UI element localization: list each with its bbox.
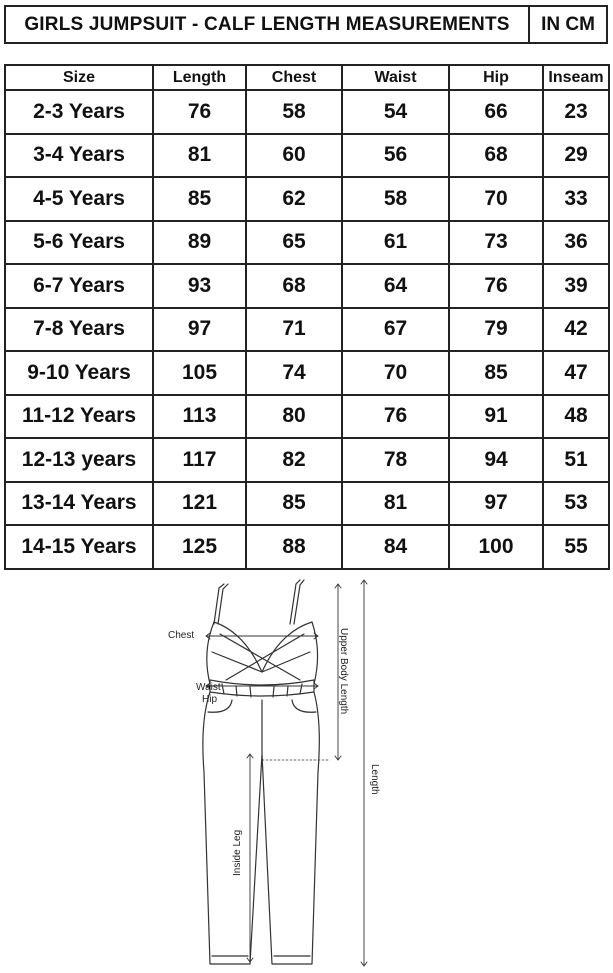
cell-length: 113 [153,395,246,439]
cell-hip: 66 [449,90,543,134]
col-header-length: Length [153,65,246,90]
neckline [214,622,312,672]
cell-hip: 68 [449,134,543,178]
cell-inseam: 53 [543,482,609,526]
cell-length: 105 [153,351,246,395]
cell-hip: 73 [449,221,543,265]
cell-waist: 67 [342,308,449,352]
cell-inseam: 36 [543,221,609,265]
cell-chest: 71 [246,308,342,352]
waist-label: Waist [196,682,221,693]
cell-inseam: 51 [543,438,609,482]
page-title: GIRLS JUMPSUIT - CALF LENGTH MEASUREMENTS [24,13,510,35]
upper-body-length-label: Upper Body Length [338,628,349,715]
cell-hip: 97 [449,482,543,526]
cell-hip: 100 [449,525,543,569]
waistband-bottom [210,692,314,696]
col-header-size: Size [5,65,153,90]
table-row [5,221,609,265]
cell-size: 5-6 Years [5,221,153,265]
cell-size: 12-13 years [5,438,153,482]
cell-length: 97 [153,308,246,352]
cell-size: 14-15 Years [5,525,153,569]
cell-waist: 54 [342,90,449,134]
cell-waist: 84 [342,525,449,569]
chest-label: Chest [168,630,195,641]
cell-hip: 85 [449,351,543,395]
length-label: Length [369,764,380,795]
cell-hip: 70 [449,177,543,221]
col-header-hip: Hip [449,65,543,90]
cell-waist: 78 [342,438,449,482]
table-header-row [5,65,609,90]
cell-length: 81 [153,134,246,178]
cell-waist: 64 [342,264,449,308]
col-header-inseam: Inseam [543,65,609,90]
cell-size: 9-10 Years [5,351,153,395]
cell-hip: 79 [449,308,543,352]
cell-waist: 58 [342,177,449,221]
cell-length: 76 [153,90,246,134]
cell-waist: 70 [342,351,449,395]
table-row [5,264,609,308]
title-box [4,5,608,44]
cell-chest: 65 [246,221,342,265]
right-pocket [292,700,316,712]
table-body [5,90,609,569]
table-row [5,90,609,134]
cell-chest: 68 [246,264,342,308]
cell-length: 89 [153,221,246,265]
inside-leg-label: Inside Leg [232,829,243,876]
col-header-waist: Waist [342,65,449,90]
cell-size: 4-5 Years [5,177,153,221]
table-row [5,351,609,395]
waistband-top [210,680,314,685]
table-row [5,438,609,482]
cell-chest: 58 [246,90,342,134]
cell-inseam: 39 [543,264,609,308]
table-row [5,395,609,439]
hip-label: Hip [202,694,218,705]
cell-chest: 74 [246,351,342,395]
cell-chest: 80 [246,395,342,439]
cell-inseam: 55 [543,525,609,569]
jumpsuit-diagram [0,572,613,973]
cell-length: 121 [153,482,246,526]
bodice-right-side [312,622,318,684]
cell-inseam: 42 [543,308,609,352]
table-row [5,177,609,221]
cell-size: 6-7 Years [5,264,153,308]
cell-length: 117 [153,438,246,482]
cell-size: 3-4 Years [5,134,153,178]
cell-size: 7-8 Years [5,308,153,352]
size-chart-table [4,64,610,570]
cell-inseam: 33 [543,177,609,221]
cell-chest: 62 [246,177,342,221]
cell-hip: 76 [449,264,543,308]
table-row [5,525,609,569]
jumpsuit-sketch [0,572,613,973]
cell-inseam: 47 [543,351,609,395]
cell-hip: 94 [449,438,543,482]
cell-waist: 81 [342,482,449,526]
cell-hip: 91 [449,395,543,439]
unit-label: IN CM [528,7,606,42]
cell-chest: 60 [246,134,342,178]
table-row [5,308,609,352]
col-header-chest: Chest [246,65,342,90]
cell-chest: 82 [246,438,342,482]
pants-outline [203,692,319,964]
cell-inseam: 48 [543,395,609,439]
cell-size: 2-3 Years [5,90,153,134]
cell-size: 11-12 Years [5,395,153,439]
cell-waist: 56 [342,134,449,178]
cell-length: 125 [153,525,246,569]
cell-waist: 61 [342,221,449,265]
cell-waist: 76 [342,395,449,439]
table-row [5,482,609,526]
cell-size: 13-14 Years [5,482,153,526]
table-row [5,134,609,178]
cell-length: 85 [153,177,246,221]
cell-length: 93 [153,264,246,308]
cell-chest: 85 [246,482,342,526]
cell-inseam: 29 [543,134,609,178]
cell-inseam: 23 [543,90,609,134]
cell-chest: 88 [246,525,342,569]
